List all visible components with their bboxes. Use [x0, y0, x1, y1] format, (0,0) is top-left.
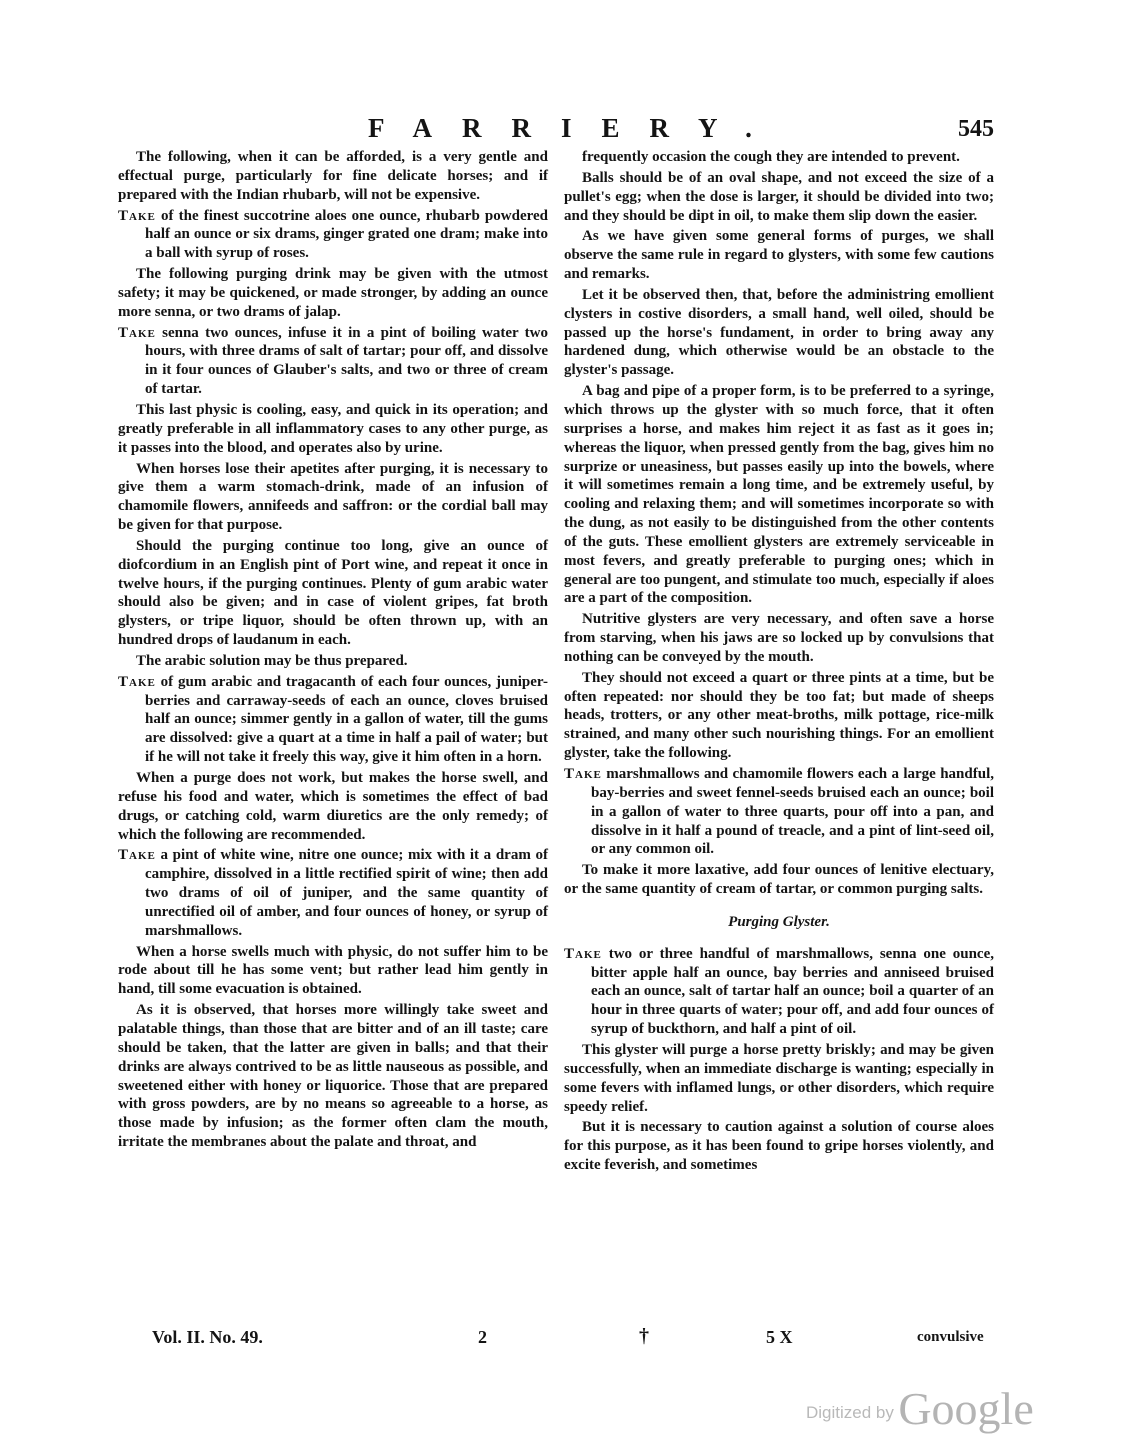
sheet-mark: 2 — [478, 1327, 487, 1347]
body-paragraph: They should not exceed a quart or three pints at a time, but be often repeated: nor should they be too fat; but made of sheeps heads, trotters, or any other meat-broths, milk pottage, rice-milk strained, and many other such nourishing things. For an emollient glyster, take the following. — [564, 669, 994, 762]
body-paragraph: As we have given some general forms of purges, we shall observe the same rule in regard to glysters, with some few cautions and remarks. — [564, 228, 994, 283]
body-paragraph: As it is observed, that horses more willingly take sweet and palatable things, than those that are bitter and of an ill taste; care should be taken, that the latter are given in balls; and that their drinks are always contrived to be as little nauseous as possible, and sweetened either with honey or liquorice. Those that are prepared with gross powders, are by no means so agreeable to a horse, as those made by infusion; as the former often clam the mouth, irritate the membranes about the palate and throat, and — [118, 1002, 548, 1151]
signature-mark: 5 X — [766, 1327, 793, 1347]
recipe-paragraph — [564, 945, 994, 1039]
body-paragraph: Nutritive glysters are very necessary, and often save a horse from starving, when his jaws are so locked up by convulsions that nothing can be conveyed by the mouth. — [564, 611, 994, 665]
recipe-paragraph — [564, 765, 994, 859]
body-paragraph: But it is necessary to caution against a solution of course aloes for this purpose, as it has been found to gripe horses violently, and excite feverish, and sometimes — [564, 1119, 994, 1174]
recipe-paragraph — [118, 207, 548, 264]
catchword: convulsive — [917, 1329, 984, 1345]
recipe-paragraph — [118, 673, 548, 767]
volume-footer: Vol. II. No. 49. — [152, 1327, 263, 1347]
dagger-mark: † — [639, 1325, 649, 1347]
recipe-paragraph — [118, 324, 548, 399]
body-paragraph: When a purge does not work, but makes the horse swell, and refuse his food and water, which is sometimes the effect of bad drugs, or catching cold, warm diuretics are the only remedy; of which the following are recommended. — [118, 770, 548, 843]
recipe-text: of the finest succotrine aloes one ounce, rhubarb powdered half an ounce or six drams, ginger grated one dram; make into a ball with syrup of roses. — [145, 207, 548, 262]
running-title: FARRIERY. — [368, 113, 782, 143]
section-heading: Purging Glyster. — [728, 913, 830, 930]
body-paragraph: The following purging drink may be given with the utmost safety; it may be quickened, or made stronger, by adding an ounce more senna, or two drams of jalap. — [118, 266, 548, 320]
google-logo: Google — [898, 1383, 1034, 1434]
recipe-text: two or three handful of marshmallows, senna one ounce, bitter apple half an ounce, bay berries and anniseed bruised each an ounce, salt of tartar half an ounce; boil a quarter of an hour in three quarts of water; pour off, and add four ounces of syrup of buckthorn, and half a pint of oil. — [591, 945, 994, 1038]
body-paragraph: The following, when it can be afforded, is a very gentle and effectual purge, particularly for fine delicate horses; and if prepared with the Indian rhubarb, will not be expensive. — [118, 149, 548, 203]
body-paragraph: A bag and pipe of a proper form, is to be preferred to a syringe, which throws up the glyster with so much force, that it often surprises a horse, and makes him reject it as fast as it goes in; whereas the liquor, when pressed gently from the bag, gives him no surprize or uneasiness, but passes easily up into the bowels, where it will sometimes remain a long time, and be extremely useful, by cooling and relaxing them; and will sometimes incorporate so with the dung, as not easily to be distinguished from the other contents of the guts. These emollient glysters are extremely serviceable in most fevers, and greatly preferable to purging ones; which in general are too pungent, and stimulate too much, especially if aloes are a part of the composition. — [564, 383, 994, 607]
recipe-lead-word: Take — [118, 324, 156, 341]
digitized-by-text: Digitized by — [806, 1403, 894, 1422]
body-paragraph: Balls should be of an oval shape, and not exceed the size of a pullet's egg; when the dose is larger, it should be divided into two; and they should be dipt in oil, to make them slip down the easier. — [564, 169, 994, 224]
body-paragraph: frequently occasion the cough they are intended to prevent. — [582, 149, 960, 165]
recipe-text: a pint of white wine, nitre one ounce; mix with it a dram of camphire, dissolved in a little rectified spirit of wine; then add two drams of oil of juniper, and the same quantity of unrectified oil of amber, and four ounces of honey, or syrup of marshmallows. — [145, 847, 548, 939]
body-paragraph: Should the purging continue too long, give an ounce of diofcordium in an English pint of Port wine, and repeat it once in twelve hours, if the purging continues. Plenty of gum arabic water should also be given; and in case of violent gripes, fat broth glysters, or tripe liquor, should be often thrown up, with an hundred drops of laudanum in each. — [118, 537, 548, 649]
left-column — [118, 148, 548, 1154]
recipe-lead-word: Take — [118, 207, 156, 224]
page-number: 545 — [958, 116, 994, 142]
recipe-text: marshmallows and chamomile flowers each a large handful, bay-berries and sweet fennel-seeds bruised each an ounce; boil in a gallon of water to three quarts, pour off into a pan, and dissolve in it half a pound of treacle, and a pint of lint-seed oil, or any common oil. — [591, 766, 994, 858]
digitized-watermark — [806, 1382, 1034, 1435]
body-paragraph: This last physic is cooling, easy, and quick in its operation; and greatly preferable in all inflammatory cases to any other purge, as it passes into the blood, and operates also by urine. — [118, 401, 548, 456]
right-column — [564, 148, 994, 1177]
body-paragraph: To make it more laxative, add four ounces of lenitive electuary, or the same quantity of cream of tartar, or common purging salts. — [564, 862, 994, 898]
recipe-lead-word: Take — [118, 673, 156, 690]
body-paragraph: Let it be observed then, that, before the administring emollient clysters in costive disorders, a small hand, well oiled, should be passed up the horse's fundament, in order to bring away any hardened dung, which otherwise would be an obstacle to the glyster's passage. — [564, 286, 994, 379]
body-paragraph: When horses lose their apetites after purging, it is necessary to give them a warm stomach-drink, made of an infusion of chamomile flowers, annifeeds and saffron: or the cordial ball may be given for that purpose. — [118, 460, 548, 534]
body-paragraph: This glyster will purge a horse pretty briskly; and may be given successfully, when an immediate discharge is wanting; especially in some fevers with inflamed lungs, or other disorders, which require speedy relief. — [564, 1041, 994, 1115]
recipe-lead-word: Take — [118, 847, 156, 864]
body-paragraph: The arabic solution may be thus prepared. — [136, 652, 408, 669]
recipe-paragraph — [118, 846, 548, 940]
recipe-lead-word: Take — [564, 945, 602, 962]
recipe-text: of gum arabic and tragacanth of each four ounces, juniper-berries and carraway-seeds of each an ounce, cloves bruised half an ounce; simmer gently in a gallon of water, till the gums are dissolved: give a quart at a time in half a pail of water; but if he will not take it freely this way, give it him often in a horn. — [145, 673, 548, 766]
recipe-text: senna two ounces, infuse it in a pint of boiling water two hours, with three drams of salt of tartar; pour off, and dissolve in it four ounces of Glauber's salts, and two or three of cream of tartar. — [145, 324, 548, 398]
body-paragraph: When a horse swells much with physic, do not suffer him to be rode about till he has some vent; but rather lead him gently in hand, till some evacuation is obtained. — [118, 943, 548, 998]
recipe-lead-word: Take — [564, 766, 602, 782]
